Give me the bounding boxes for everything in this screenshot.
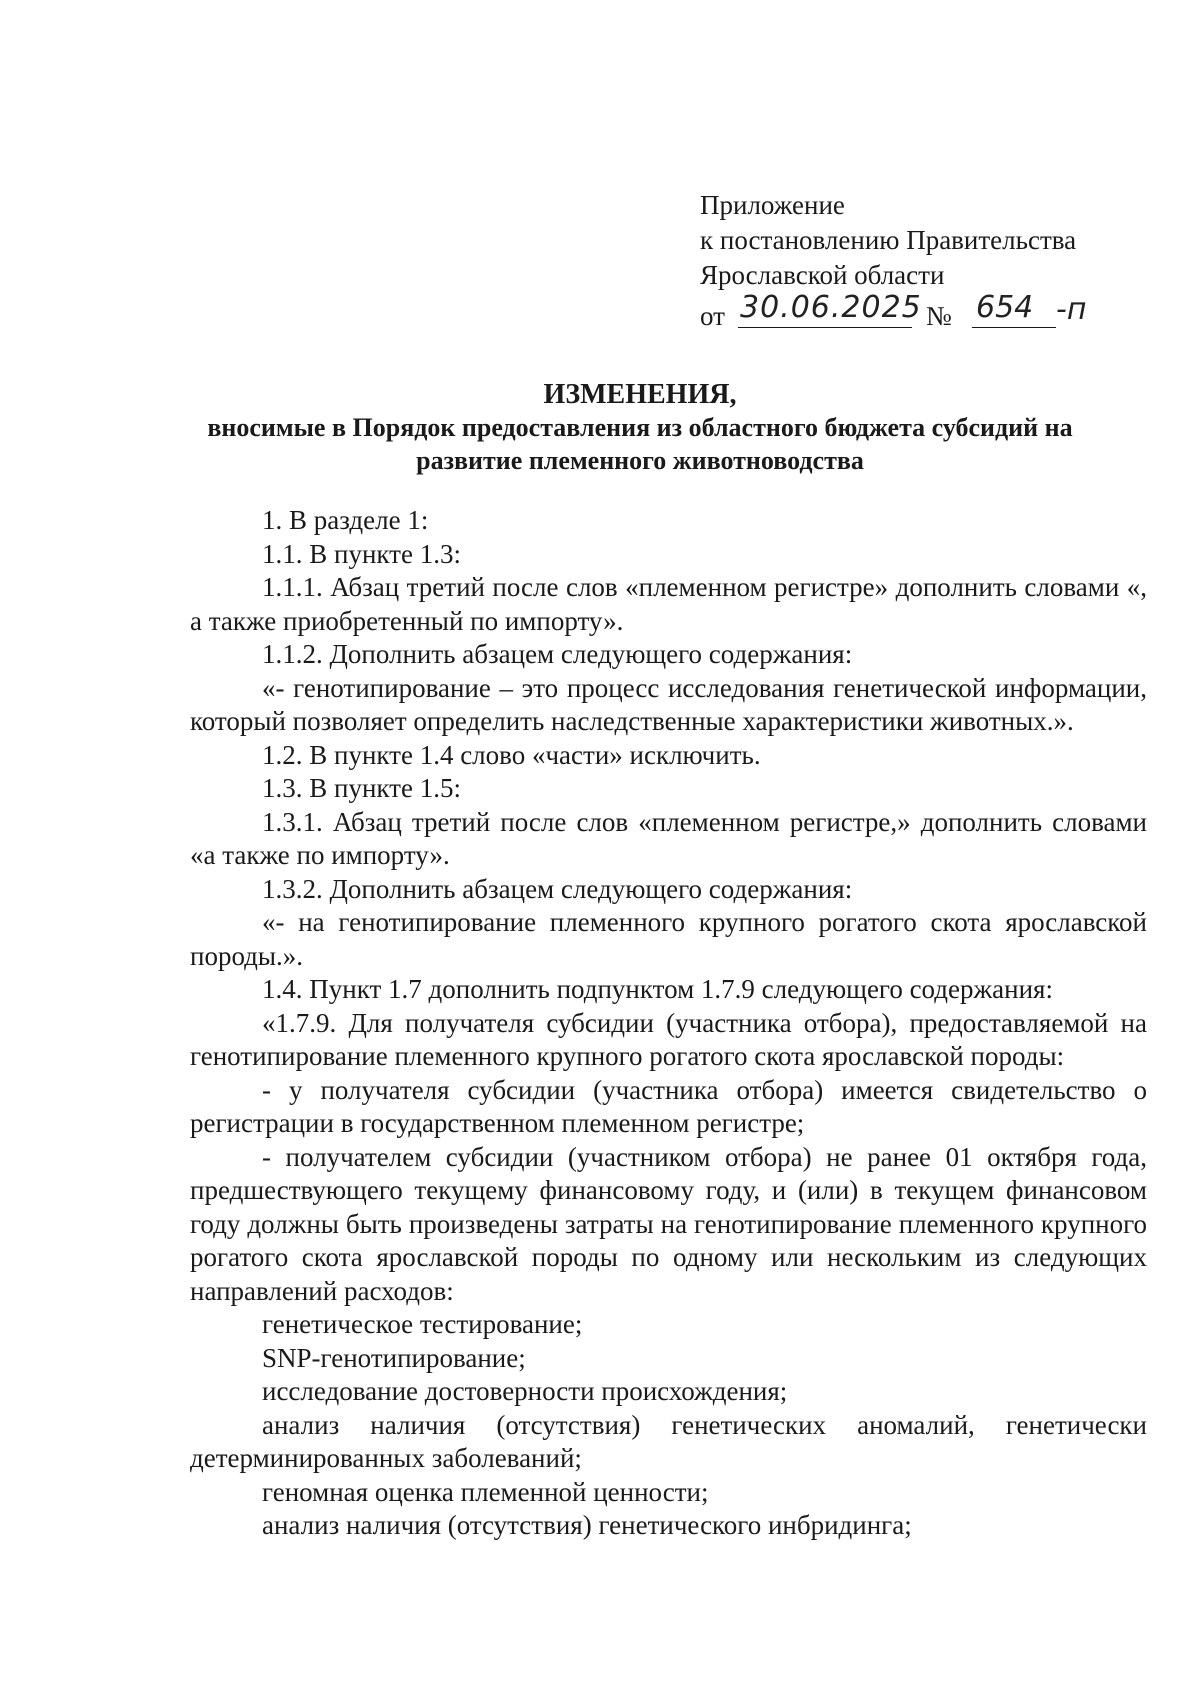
- list-item: геномная оценка племенной ценности;: [262, 1476, 709, 1507]
- paragraph: «- генотипирование – это процесс исследования генетической информации, который позволяет определить наследственные характеристики животных.».: [190, 672, 1147, 736]
- list-item: исследование достоверности происхождения;: [262, 1376, 788, 1406]
- handwritten-date: 30.06.2025: [738, 289, 912, 328]
- paragraph: 1.3.1. Абзац третий после слов «племенном регистре,» дополнить словами «а также по импорту».: [190, 806, 1147, 870]
- paragraph: «- на генотипирование племенного крупного рогатого скота ярославской породы.».: [190, 907, 1147, 971]
- list-item: анализ наличия (отсутствия) генетического инбридинга;: [262, 1510, 912, 1540]
- list-item: SNP-генотипирование;: [262, 1342, 526, 1373]
- appendix-block: [700, 188, 1140, 333]
- paragraph: 1. В разделе 1:: [262, 505, 429, 535]
- paragraph: 1.3.2. Дополнить абзацем следующего содержания:: [262, 873, 853, 904]
- paragraph: 1.1.2. Дополнить абзацем следующего содержания:: [262, 639, 853, 669]
- appendix-resolution: к постановлению Правительства: [700, 225, 1077, 255]
- appendix-title: Приложение: [700, 190, 845, 220]
- paragraph: - получателем субсидии (участником отбора) не ранее 01 октября года, предшествующего текущему финансовому году, и (или) в текущем финансовом году должны быть произведены затраты на генотипирование племенного крупного рогатого скота ярославской породы по одному или нескольким из следующих направлений расходов:: [190, 1141, 1147, 1306]
- document-body: [190, 504, 1147, 1543]
- paragraph: 1.4. Пункт 1.7 дополнить подпунктом 1.7.9 следующего содержания:: [262, 974, 1053, 1004]
- list-item: генетическое тестирование;: [262, 1309, 583, 1339]
- from-label: от: [700, 301, 725, 331]
- paragraph: 1.1. В пункте 1.3:: [262, 538, 461, 569]
- handwritten-number-suffix: -п: [1056, 292, 1087, 327]
- list-item: анализ наличия (отсутствия) генетических аномалий, генетически детерминированных заболеваний;: [190, 1409, 1147, 1473]
- heading-subtitle-line2: развитие племенного животноводства: [416, 446, 864, 475]
- appendix-date-line: [700, 290, 1140, 333]
- heading-subtitle-line1: вносимые в Порядок предоставления из областного бюджета субсидий на: [207, 413, 1073, 442]
- appendix-region: Ярославской области: [700, 260, 945, 290]
- paragraph: - у получателя субсидии (участника отбора) имеется свидетельство о регистрации в государственном племенном регистре;: [190, 1074, 1147, 1138]
- heading-title: ИЗМЕНЕНИЯ,: [543, 379, 737, 410]
- paragraph: 1.1.1. Абзац третий после слов «племенном регистре» дополнить словами «, а также приобретенный по импорту».: [190, 572, 1147, 636]
- paragraph: «1.7.9. Для получателя субсидии (участника отбора), предоставляемой на генотипирование племенного крупного рогатого скота ярославской породы:: [190, 1007, 1147, 1071]
- number-label: №: [926, 301, 952, 331]
- paragraph: 1.3. В пункте 1.5:: [262, 773, 461, 803]
- paragraph: 1.2. В пункте 1.4 слово «части» исключить.: [262, 739, 761, 770]
- document-heading: [190, 378, 1090, 477]
- handwritten-number: 654: [972, 289, 1056, 328]
